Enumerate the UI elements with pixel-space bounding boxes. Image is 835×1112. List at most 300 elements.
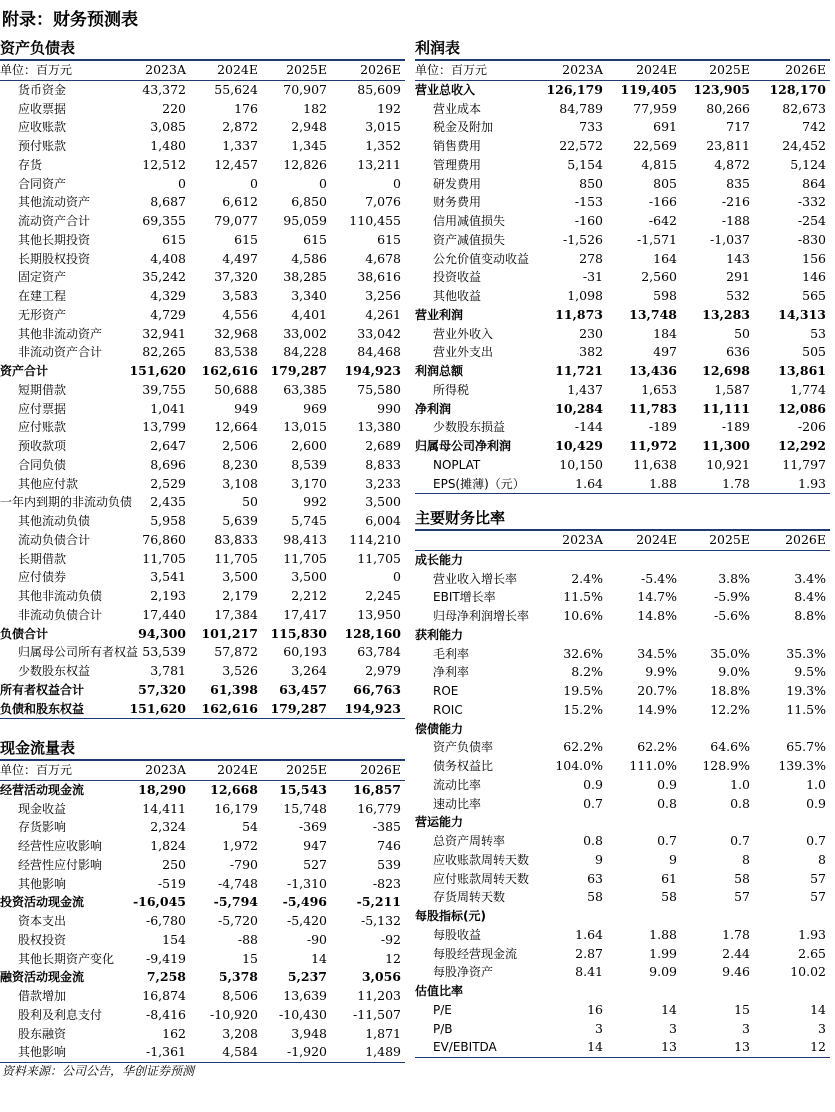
value-cell: 7,258 <box>146 969 186 985</box>
value-cell: 13,436 <box>629 363 677 378</box>
value-cell: 2.65 <box>798 945 826 961</box>
value-cell: 85,609 <box>357 81 401 97</box>
value-cell <box>681 813 754 832</box>
value-cell: 1.88 <box>649 926 677 942</box>
value-cell: 615 <box>162 231 186 247</box>
value-cell <box>535 720 607 739</box>
row-label: 归属母公司所有者权益 <box>18 645 139 660</box>
table-row <box>0 837 405 856</box>
row-label: EPS(摊薄)（元） <box>415 475 535 494</box>
value-cell: -10,920 <box>210 1006 258 1022</box>
value-cell: 11,972 <box>629 438 677 453</box>
table-row <box>415 212 830 231</box>
value-cell: 128.9% <box>702 758 750 773</box>
value-cell: 11.5% <box>786 701 826 717</box>
value-cell: 8,687 <box>150 194 186 210</box>
table-row <box>0 381 405 400</box>
value-cell: -160 <box>574 213 603 228</box>
row-label: 其他非流动资产 <box>18 326 103 341</box>
year-header: 2025E <box>262 60 331 80</box>
value-cell: 14,313 <box>778 306 826 322</box>
value-cell: 10,921 <box>706 456 750 472</box>
value-cell: 0.8 <box>657 795 677 811</box>
table-row <box>0 931 405 950</box>
value-cell: 16 <box>587 1001 603 1017</box>
year-header: 2024E <box>607 530 681 550</box>
row-label: 其他收益 <box>433 289 482 303</box>
value-cell: 128,170 <box>769 81 826 97</box>
value-cell: 6,004 <box>365 513 401 528</box>
row-label: 一年内到期的非流动负债 <box>0 495 133 510</box>
value-cell: 4,401 <box>291 306 327 322</box>
table-row <box>415 118 830 137</box>
value-cell: 3,948 <box>291 1025 327 1041</box>
value-cell: 12,826 <box>283 156 327 172</box>
row-label: 应付票据 <box>18 401 67 416</box>
value-cell: 539 <box>377 856 401 872</box>
value-cell: 9 <box>595 851 603 867</box>
value-cell: 3,340 <box>291 288 327 303</box>
value-cell: -830 <box>797 231 826 247</box>
row-label: 股东融资 <box>18 1026 67 1041</box>
value-cell: 58 <box>734 870 750 886</box>
table-row <box>415 738 830 757</box>
value-cell: 9 <box>669 851 677 867</box>
value-cell: 69,355 <box>142 213 186 228</box>
value-cell: 20.7% <box>637 683 677 698</box>
value-cell: 615 <box>377 231 401 247</box>
value-cell <box>681 550 754 569</box>
value-cell: 82,265 <box>142 344 186 360</box>
value-cell: -188 <box>721 213 750 228</box>
table-row <box>0 137 405 156</box>
value-cell: -5,794 <box>213 894 258 910</box>
table-row <box>0 343 405 362</box>
table-row <box>0 912 405 931</box>
value-cell: 61 <box>661 870 677 886</box>
value-cell: 83,833 <box>214 531 258 547</box>
value-cell: 4,729 <box>150 306 186 322</box>
value-cell: 10,150 <box>559 456 603 472</box>
value-cell: 7,076 <box>365 194 401 210</box>
value-cell: 57 <box>810 870 826 886</box>
row-label: 长期借款 <box>18 551 67 566</box>
table-row <box>0 118 405 137</box>
value-cell: 497 <box>653 344 677 360</box>
value-cell: 1,480 <box>150 138 186 153</box>
table-row <box>0 80 405 99</box>
row-label: 公允价值变动收益 <box>433 251 530 266</box>
group-header-row <box>415 907 830 926</box>
value-cell: 64.6% <box>710 739 750 755</box>
table-row <box>0 400 405 419</box>
table-row <box>415 776 830 795</box>
year-header: 2026E <box>754 530 830 550</box>
table-row <box>415 870 830 889</box>
value-cell: 0 <box>319 175 327 191</box>
unit-header <box>415 530 535 550</box>
value-cell: 63 <box>587 870 603 886</box>
table-row <box>0 606 405 625</box>
row-label: 其他流动负债 <box>18 514 91 528</box>
value-cell <box>754 720 830 739</box>
row-label: 营业外收入 <box>433 326 494 341</box>
value-cell: 8,696 <box>150 456 186 472</box>
value-cell: 1.88 <box>607 475 681 494</box>
table-row <box>0 550 405 569</box>
row-label: 其他影响 <box>0 1043 120 1062</box>
table-row <box>415 400 830 419</box>
row-label: 利润总额 <box>415 364 464 378</box>
row-label: 流动负债合计 <box>18 532 91 547</box>
value-cell: 182 <box>303 100 327 116</box>
value-cell: 4,586 <box>291 250 327 266</box>
value-cell: 3,056 <box>361 969 401 985</box>
value-cell: 10,429 <box>555 438 603 453</box>
table-row <box>0 475 405 494</box>
row-label: 预付账款 <box>18 139 67 153</box>
row-label: 长期股权投资 <box>18 251 91 266</box>
row-label: 营运能力 <box>415 815 464 830</box>
table-row <box>415 926 830 945</box>
value-cell: 8 <box>742 851 750 867</box>
value-cell: 84,228 <box>283 344 327 360</box>
value-cell: -1,526 <box>562 231 603 247</box>
table-row <box>415 570 830 589</box>
value-cell: 2.87 <box>575 945 603 961</box>
value-cell: 1,824 <box>150 838 186 853</box>
value-cell <box>607 982 681 1001</box>
value-cell: 83,538 <box>214 344 258 360</box>
value-cell: 13,950 <box>357 606 401 622</box>
row-label: 所得税 <box>433 382 470 397</box>
value-cell: 3.8% <box>718 570 750 586</box>
value-cell: 2,600 <box>291 438 327 453</box>
value-cell: 5,745 <box>291 513 327 528</box>
value-cell: 2,324 <box>150 819 186 835</box>
value-cell: 3,500 <box>291 569 327 585</box>
value-cell <box>681 907 754 926</box>
value-cell: 58 <box>661 889 677 905</box>
value-cell: 5,124 <box>790 156 826 172</box>
value-cell: 636 <box>726 344 750 360</box>
value-cell: 12,512 <box>142 156 186 172</box>
value-cell: 3,500 <box>365 494 401 510</box>
value-cell: 14 <box>535 1038 607 1057</box>
value-cell: 9.46 <box>722 964 750 980</box>
value-cell: -8,416 <box>145 1006 186 1022</box>
value-cell: 1,871 <box>365 1025 401 1041</box>
table-row <box>0 800 405 819</box>
row-label: EBIT增长率 <box>433 590 496 605</box>
year-header: 2024E <box>190 760 262 780</box>
row-label: P/E <box>433 1002 452 1017</box>
value-cell: 10,284 <box>555 400 603 416</box>
row-label: 非流动负债合计 <box>18 607 103 622</box>
table-row <box>415 963 830 982</box>
table-row <box>0 818 405 837</box>
value-cell: 9.9% <box>645 664 677 680</box>
table-row <box>0 156 405 175</box>
value-cell: 691 <box>653 119 677 135</box>
value-cell: 2,647 <box>150 438 186 453</box>
value-cell: 65.7% <box>786 739 826 755</box>
value-cell: 13,015 <box>283 419 327 435</box>
value-cell: 111.0% <box>629 758 677 773</box>
value-cell: 192 <box>377 100 401 116</box>
value-cell: 164 <box>653 250 677 266</box>
value-cell: 3.4% <box>794 570 826 586</box>
value-cell: 5,639 <box>222 513 258 528</box>
value-cell <box>607 813 681 832</box>
value-cell: 156 <box>802 250 826 266</box>
row-label: 营业成本 <box>433 101 482 116</box>
value-cell: 94,300 <box>138 625 186 641</box>
row-label: 其他应付款 <box>18 476 79 491</box>
value-cell: 12 <box>754 1038 830 1057</box>
row-label: 投资收益 <box>433 270 482 285</box>
value-cell: 2,872 <box>222 119 258 135</box>
balance-sheet-panel <box>0 38 405 719</box>
value-cell: 8,230 <box>222 456 258 472</box>
value-cell: 1,972 <box>222 838 258 853</box>
value-cell: 162,616 <box>190 700 262 719</box>
year-header: 2024E <box>190 60 262 80</box>
row-label: 研发费用 <box>433 176 482 191</box>
value-cell: 2,529 <box>150 475 186 491</box>
row-label: 经营活动现金流 <box>0 782 85 797</box>
row-label: ROE <box>433 684 459 698</box>
row-label: 资本支出 <box>18 914 67 928</box>
value-cell: 77,959 <box>633 100 677 116</box>
value-cell: 60,193 <box>283 644 327 660</box>
value-cell: 3 <box>669 1020 677 1036</box>
row-label: 应收账款 <box>18 120 67 135</box>
value-cell: 2,193 <box>150 588 186 603</box>
table-header-row <box>0 760 405 780</box>
year-header: 2023A <box>120 760 190 780</box>
value-cell: -216 <box>721 194 750 210</box>
year-header: 2026E <box>331 760 405 780</box>
value-cell: 13,861 <box>778 363 826 378</box>
value-cell: -5,496 <box>282 894 327 910</box>
value-cell: 123,905 <box>693 81 750 97</box>
row-label: 无形资产 <box>18 307 67 322</box>
row-label: 其他长期投资 <box>18 232 91 247</box>
value-cell <box>681 626 754 645</box>
table-row <box>415 1001 830 1020</box>
value-cell: -1,310 <box>286 875 327 891</box>
value-cell: 139.3% <box>778 758 826 773</box>
group-header-row <box>415 626 830 645</box>
value-cell: 1,774 <box>790 381 826 397</box>
value-cell: 1.0 <box>806 776 826 792</box>
table-row <box>415 80 830 99</box>
value-cell: 0.8 <box>730 795 750 811</box>
row-label: 投资活动现金流 <box>0 895 85 910</box>
value-cell: 3,541 <box>150 569 186 585</box>
value-cell: 2,979 <box>365 663 401 678</box>
value-cell: -5.9% <box>714 589 750 605</box>
value-cell <box>607 626 681 645</box>
value-cell: 9.0% <box>718 664 750 680</box>
value-cell <box>535 982 607 1001</box>
value-cell: 3,781 <box>150 663 186 678</box>
value-cell: 194,923 <box>331 700 405 719</box>
value-cell: 126,179 <box>546 81 603 97</box>
value-cell: 63,457 <box>279 681 327 697</box>
value-cell: 57 <box>810 889 826 905</box>
table-row <box>0 643 405 662</box>
value-cell: 864 <box>802 175 826 191</box>
row-label: 总资产周转率 <box>433 834 506 848</box>
value-cell: 990 <box>377 400 401 416</box>
year-header: 2023A <box>535 60 607 80</box>
row-label: 流动资产合计 <box>18 214 91 228</box>
value-cell: 1,337 <box>222 138 258 153</box>
value-cell: 38,285 <box>283 269 327 285</box>
value-cell: 3,264 <box>291 663 327 678</box>
row-label: 股利及利息支付 <box>18 1007 103 1022</box>
table-row <box>415 475 830 494</box>
table-row <box>0 700 405 719</box>
value-cell: -31 <box>582 269 603 285</box>
year-header: 2024E <box>607 60 681 80</box>
value-cell: 969 <box>303 400 327 416</box>
value-cell: -9,419 <box>145 950 186 966</box>
value-cell: 12,668 <box>210 781 258 797</box>
table-row <box>0 456 405 475</box>
value-cell: 5,378 <box>218 969 258 985</box>
row-label: 非流动资产合计 <box>18 345 103 360</box>
value-cell: 5,237 <box>287 969 327 985</box>
row-label: 经营性应付影响 <box>18 857 103 872</box>
row-label: 融资活动现金流 <box>0 970 85 985</box>
value-cell: 0 <box>393 175 401 191</box>
value-cell: 3,108 <box>222 475 258 491</box>
row-label: 其他影响 <box>18 876 67 891</box>
row-label: 税金及附加 <box>433 120 494 135</box>
row-label: 借款增加 <box>18 989 67 1003</box>
value-cell: 0.7 <box>583 795 603 811</box>
value-cell: 1,352 <box>365 138 401 153</box>
value-cell: 9.5% <box>794 664 826 680</box>
value-cell: 23,811 <box>706 138 750 153</box>
group-header-row <box>415 982 830 1001</box>
value-cell: -369 <box>298 819 327 835</box>
value-cell: 0.8 <box>583 833 603 848</box>
value-cell: 53,539 <box>142 644 186 660</box>
value-cell: 38,616 <box>357 269 401 285</box>
value-cell <box>681 720 754 739</box>
section-title: 利润表 <box>415 39 461 57</box>
value-cell: 11,638 <box>633 456 677 472</box>
table-row <box>0 856 405 875</box>
value-cell: 19.3% <box>786 683 826 698</box>
value-cell: 119,405 <box>620 81 677 97</box>
table-row <box>415 645 830 664</box>
value-cell: 15,543 <box>279 781 327 797</box>
unit-header: 单位：百万元 <box>0 760 120 780</box>
page-title: 附录：财务预测表 <box>2 10 138 30</box>
value-cell <box>535 813 607 832</box>
value-cell: 15 <box>242 950 258 966</box>
year-header: 2025E <box>681 530 754 550</box>
table-row <box>0 625 405 644</box>
table-row <box>0 100 405 119</box>
table-row <box>0 1006 405 1025</box>
row-label: 股权投资 <box>18 932 67 947</box>
table-row <box>0 325 405 344</box>
row-label: 负债合计 <box>0 626 49 641</box>
value-cell: -1,361 <box>120 1043 190 1062</box>
value-cell: 949 <box>234 400 258 416</box>
value-cell: 184 <box>653 325 677 341</box>
row-label: 速动比率 <box>433 796 482 811</box>
value-cell: 850 <box>579 175 603 191</box>
value-cell: 63,784 <box>357 644 401 660</box>
table-row <box>415 682 830 701</box>
row-label: 净利润 <box>415 401 452 416</box>
value-cell: 22,569 <box>633 138 677 153</box>
row-label: 合同负债 <box>18 457 67 472</box>
value-cell: 61,398 <box>210 681 258 697</box>
value-cell: 0.9 <box>583 776 603 792</box>
value-cell: -189 <box>648 419 677 435</box>
value-cell: 3,015 <box>365 119 401 135</box>
value-cell: 58 <box>587 889 603 905</box>
value-cell: 104.0% <box>555 758 603 773</box>
value-cell: 24,452 <box>782 138 826 153</box>
value-cell: 75,580 <box>357 381 401 397</box>
balance-sheet-table <box>0 59 405 719</box>
value-cell: 742 <box>802 119 826 135</box>
value-cell: 8,833 <box>365 456 401 472</box>
value-cell: 1.99 <box>649 945 677 961</box>
value-cell: 8.41 <box>575 964 603 980</box>
value-cell: 15.2% <box>563 701 603 717</box>
table-row <box>0 493 405 512</box>
row-label: P/B <box>433 1021 453 1036</box>
value-cell: 598 <box>653 288 677 303</box>
table-row <box>0 268 405 287</box>
row-label: 营业外支出 <box>433 345 494 360</box>
row-label: 归属母公司净利润 <box>415 439 512 453</box>
table-row <box>415 325 830 344</box>
value-cell: 63,385 <box>283 381 327 397</box>
row-label: 债务权益比 <box>433 759 494 773</box>
table-row <box>415 362 830 381</box>
value-cell: 35,242 <box>142 269 186 285</box>
table-row <box>0 681 405 700</box>
value-cell: -385 <box>372 819 401 835</box>
value-cell: -823 <box>372 875 401 891</box>
value-cell: 16,857 <box>353 781 401 797</box>
value-cell: 14,411 <box>142 800 186 816</box>
table-row <box>415 1020 830 1039</box>
value-cell: -11,507 <box>353 1006 401 1022</box>
value-cell: 12,698 <box>702 363 750 378</box>
row-label: 获利能力 <box>415 627 464 642</box>
value-cell: 1.93 <box>798 926 826 942</box>
value-cell: 278 <box>579 250 603 266</box>
value-cell: 1.93 <box>754 475 830 494</box>
value-cell: 11,873 <box>555 306 603 322</box>
value-cell: 179,287 <box>262 700 331 719</box>
source-note: 资料来源：公司公告，华创证券预测 <box>2 1064 195 1078</box>
table-row <box>415 231 830 250</box>
value-cell: 50 <box>242 494 258 510</box>
